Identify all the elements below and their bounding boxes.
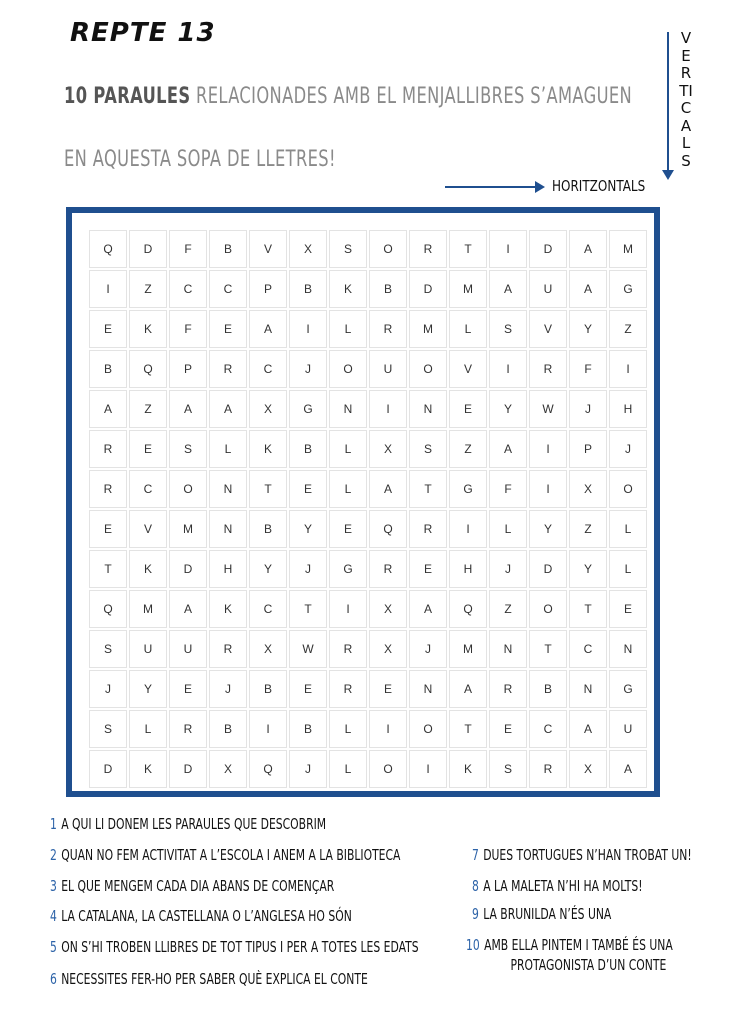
clue-number: 6	[50, 970, 57, 988]
grid-cell[interactable]: F	[169, 310, 207, 348]
clue-10	[466, 935, 682, 975]
grid-cell[interactable]: E	[289, 670, 327, 708]
grid-cell[interactable]: X	[369, 630, 407, 668]
grid-cell[interactable]: E	[369, 670, 407, 708]
grid-cell[interactable]: U	[169, 630, 207, 668]
grid-cell[interactable]: D	[409, 270, 447, 308]
grid-cell[interactable]: Q	[369, 510, 407, 548]
grid-cell[interactable]: H	[209, 550, 247, 588]
grid-cell[interactable]: C	[129, 470, 167, 508]
clue-text: EL QUE MENGEM CADA DIA ABANS DE COMENÇAR	[61, 877, 335, 895]
grid-cell[interactable]: R	[89, 470, 127, 508]
grid-cell[interactable]: C	[249, 590, 287, 628]
grid-cell[interactable]: D	[529, 230, 567, 268]
grid-cell[interactable]: O	[329, 350, 367, 388]
grid-cell[interactable]: T	[449, 710, 487, 748]
grid-cell[interactable]: D	[169, 550, 207, 588]
grid-cell[interactable]: P	[249, 270, 287, 308]
grid-cell[interactable]: I	[489, 230, 527, 268]
grid-cell[interactable]: B	[249, 670, 287, 708]
grid-cell[interactable]: I	[369, 390, 407, 428]
grid-cell[interactable]: L	[609, 510, 647, 548]
grid-cell[interactable]: T	[289, 590, 327, 628]
grid-cell[interactable]: R	[409, 230, 447, 268]
clue-7	[472, 846, 692, 864]
grid-cell[interactable]: Z	[569, 510, 607, 548]
grid-cell[interactable]: Z	[489, 590, 527, 628]
clue-text: ON S’HI TROBEN LLIBRES DE TOT TIPUS I PER A TOTES LES EDATS	[61, 938, 419, 956]
grid-cell[interactable]: I	[369, 710, 407, 748]
word-search-grid	[89, 230, 647, 788]
grid-cell[interactable]: B	[89, 350, 127, 388]
grid-cell[interactable]: I	[489, 350, 527, 388]
grid-cell[interactable]: D	[169, 750, 207, 788]
grid-cell[interactable]: L	[609, 550, 647, 588]
grid-cell[interactable]: R	[329, 670, 367, 708]
grid-cell[interactable]: Y	[249, 550, 287, 588]
grid-cell[interactable]: Z	[129, 390, 167, 428]
grid-cell[interactable]: U	[609, 710, 647, 748]
grid-cell[interactable]: T	[529, 630, 567, 668]
grid-cell[interactable]: S	[489, 750, 527, 788]
grid-cell[interactable]: L	[329, 310, 367, 348]
grid-cell[interactable]: R	[529, 350, 567, 388]
grid-cell[interactable]: R	[529, 750, 567, 788]
grid-cell[interactable]: F	[569, 350, 607, 388]
grid-cell[interactable]: B	[209, 230, 247, 268]
grid-cell[interactable]: N	[329, 390, 367, 428]
grid-cell[interactable]: D	[529, 550, 567, 588]
clue-6	[50, 970, 368, 988]
clue-2	[50, 846, 400, 864]
grid-cell[interactable]: K	[129, 750, 167, 788]
grid-cell[interactable]: L	[329, 750, 367, 788]
grid-cell[interactable]: N	[409, 670, 447, 708]
grid-cell[interactable]: A	[169, 590, 207, 628]
grid-cell[interactable]: B	[369, 270, 407, 308]
grid-cell[interactable]: G	[609, 270, 647, 308]
grid-cell[interactable]: I	[529, 470, 567, 508]
grid-cell[interactable]: N	[209, 470, 247, 508]
grid-cell[interactable]: I	[249, 710, 287, 748]
grid-cell[interactable]: I	[289, 310, 327, 348]
grid-cell[interactable]: Y	[529, 510, 567, 548]
grid-cell[interactable]: K	[209, 590, 247, 628]
grid-cell[interactable]: T	[449, 230, 487, 268]
clue-number: 1	[50, 815, 57, 833]
word-search-frame	[66, 207, 660, 797]
grid-cell[interactable]: G	[329, 550, 367, 588]
grid-cell[interactable]: O	[609, 470, 647, 508]
grid-cell[interactable]: G	[289, 390, 327, 428]
grid-cell[interactable]: A	[489, 270, 527, 308]
grid-cell[interactable]: S	[89, 710, 127, 748]
grid-cell[interactable]: E	[129, 430, 167, 468]
grid-cell[interactable]: A	[449, 670, 487, 708]
grid-cell[interactable]: U	[369, 350, 407, 388]
grid-cell[interactable]: H	[609, 390, 647, 428]
grid-cell[interactable]: S	[409, 430, 447, 468]
intro-rest: RELACIONADES AMB EL MENJALLIBRES S’AMAGUEN	[190, 84, 633, 109]
grid-cell[interactable]: P	[169, 350, 207, 388]
horizontal-arrow	[445, 186, 537, 188]
grid-cell[interactable]: W	[529, 390, 567, 428]
grid-cell[interactable]: X	[369, 430, 407, 468]
grid-cell[interactable]: K	[129, 550, 167, 588]
grid-cell[interactable]: X	[289, 230, 327, 268]
grid-cell[interactable]: L	[329, 470, 367, 508]
grid-cell[interactable]: J	[409, 630, 447, 668]
grid-cell[interactable]: Q	[89, 230, 127, 268]
grid-cell[interactable]: K	[449, 750, 487, 788]
grid-cell[interactable]: I	[529, 430, 567, 468]
intro-line-2: EN AQUESTA SOPA DE LLETRES!	[64, 147, 336, 172]
grid-cell[interactable]: X	[569, 470, 607, 508]
grid-cell[interactable]: B	[249, 510, 287, 548]
grid-cell[interactable]: H	[449, 550, 487, 588]
page-title: REPTE 13	[70, 18, 216, 48]
clue-number: 7	[472, 846, 479, 864]
grid-cell[interactable]: V	[449, 350, 487, 388]
grid-cell[interactable]: T	[89, 550, 127, 588]
grid-cell[interactable]: Z	[449, 430, 487, 468]
grid-cell[interactable]: A	[169, 390, 207, 428]
grid-cell[interactable]: Z	[609, 310, 647, 348]
grid-cell[interactable]: C	[569, 630, 607, 668]
grid-cell[interactable]: L	[329, 430, 367, 468]
clue-text: AMB ELLA PINTEM I TAMBÉ ÉS UNA	[484, 936, 673, 954]
clue-4	[50, 907, 352, 925]
grid-cell[interactable]: M	[409, 310, 447, 348]
vertical-arrow-head	[662, 170, 674, 180]
grid-cell[interactable]: E	[209, 310, 247, 348]
grid-cell[interactable]: B	[289, 710, 327, 748]
clue-text: NECESSITES FER-HO PER SABER QUÈ EXPLICA EL CONTE	[61, 970, 368, 988]
grid-cell[interactable]: Y	[289, 510, 327, 548]
grid-cell[interactable]: L	[329, 710, 367, 748]
grid-cell[interactable]: I	[409, 750, 447, 788]
grid-cell[interactable]: I	[329, 590, 367, 628]
grid-cell[interactable]: C	[209, 270, 247, 308]
grid-cell[interactable]: J	[89, 670, 127, 708]
grid-cell[interactable]: V	[249, 230, 287, 268]
grid-cell[interactable]: A	[409, 590, 447, 628]
grid-cell[interactable]: G	[609, 670, 647, 708]
grid-cell[interactable]: R	[369, 550, 407, 588]
grid-cell[interactable]: X	[369, 590, 407, 628]
grid-cell[interactable]: A	[569, 230, 607, 268]
vertical-label: VERTICALS	[679, 29, 693, 170]
grid-cell[interactable]: V	[129, 510, 167, 548]
grid-cell[interactable]: R	[89, 430, 127, 468]
clue-text: DUES TORTUGUES N’HAN TROBAT UN!	[483, 846, 692, 864]
grid-cell[interactable]: B	[289, 430, 327, 468]
clue-text: LA CATALANA, LA CASTELLANA O L’ANGLESA HO SÓN	[61, 907, 352, 925]
clue-number: 3	[50, 877, 57, 895]
grid-cell[interactable]: J	[609, 430, 647, 468]
grid-cell[interactable]: U	[529, 270, 567, 308]
grid-cell[interactable]: Y	[489, 390, 527, 428]
grid-cell[interactable]: Y	[569, 310, 607, 348]
clue-8	[472, 877, 643, 895]
grid-cell[interactable]: A	[89, 390, 127, 428]
grid-cell[interactable]: F	[169, 230, 207, 268]
grid-cell[interactable]: O	[409, 710, 447, 748]
clue-text: A LA MALETA N’HI HA MOLTS!	[483, 877, 643, 895]
grid-cell[interactable]: A	[609, 750, 647, 788]
grid-cell[interactable]: D	[129, 230, 167, 268]
grid-cell[interactable]: O	[169, 470, 207, 508]
grid-cell[interactable]: I	[449, 510, 487, 548]
grid-cell[interactable]: Y	[129, 670, 167, 708]
grid-cell[interactable]: A	[489, 430, 527, 468]
grid-cell[interactable]: K	[129, 310, 167, 348]
grid-cell[interactable]: N	[489, 630, 527, 668]
horizontal-label: HORITZONTALS	[552, 177, 646, 195]
vertical-arrow	[667, 32, 669, 174]
grid-cell[interactable]: T	[249, 470, 287, 508]
grid-cell[interactable]: J	[289, 350, 327, 388]
clue-5	[50, 938, 419, 956]
grid-cell[interactable]: X	[209, 750, 247, 788]
grid-cell[interactable]: K	[249, 430, 287, 468]
grid-cell[interactable]: T	[409, 470, 447, 508]
grid-cell[interactable]: I	[609, 350, 647, 388]
grid-cell[interactable]: Y	[569, 550, 607, 588]
grid-cell[interactable]: A	[369, 470, 407, 508]
clue-text: QUAN NO FEM ACTIVITAT A L’ESCOLA I ANEM A LA BIBLIOTECA	[61, 846, 401, 864]
clue-3	[50, 877, 334, 895]
grid-cell[interactable]: M	[129, 590, 167, 628]
grid-cell[interactable]: I	[89, 270, 127, 308]
grid-cell[interactable]: R	[369, 310, 407, 348]
grid-cell[interactable]: M	[449, 270, 487, 308]
grid-cell[interactable]: E	[409, 550, 447, 588]
grid-cell[interactable]: A	[209, 390, 247, 428]
grid-cell[interactable]: M	[169, 510, 207, 548]
grid-cell[interactable]: E	[89, 510, 127, 548]
grid-cell[interactable]: J	[489, 550, 527, 588]
grid-cell[interactable]: L	[209, 430, 247, 468]
grid-cell[interactable]: M	[449, 630, 487, 668]
grid-cell[interactable]: B	[289, 270, 327, 308]
grid-cell[interactable]: X	[249, 630, 287, 668]
clue-number: 2	[50, 846, 57, 864]
clue-text: A QUI LI DONEM LES PARAULES QUE DESCOBRIM	[61, 815, 327, 833]
grid-cell[interactable]: X	[249, 390, 287, 428]
grid-cell[interactable]: O	[529, 590, 567, 628]
grid-cell[interactable]: O	[369, 750, 407, 788]
grid-cell[interactable]: R	[329, 630, 367, 668]
clue-9	[472, 905, 611, 923]
grid-cell[interactable]: L	[449, 310, 487, 348]
clue-text-continued: PROTAGONISTA D’UN CONTE	[510, 956, 667, 974]
grid-cell[interactable]: G	[449, 470, 487, 508]
grid-cell[interactable]: C	[529, 710, 567, 748]
grid-cell[interactable]: E	[169, 670, 207, 708]
grid-cell[interactable]: N	[409, 390, 447, 428]
grid-cell[interactable]: A	[249, 310, 287, 348]
grid-cell[interactable]: O	[369, 230, 407, 268]
grid-cell[interactable]: U	[129, 630, 167, 668]
grid-cell[interactable]: Z	[129, 270, 167, 308]
grid-cell[interactable]: E	[489, 710, 527, 748]
grid-cell[interactable]: B	[209, 710, 247, 748]
grid-cell[interactable]: A	[569, 270, 607, 308]
grid-cell[interactable]: Q	[449, 590, 487, 628]
grid-cell[interactable]: S	[329, 230, 367, 268]
grid-cell[interactable]: Q	[129, 350, 167, 388]
grid-cell[interactable]: A	[569, 710, 607, 748]
grid-cell[interactable]: B	[529, 670, 567, 708]
grid-cell[interactable]: W	[289, 630, 327, 668]
grid-cell[interactable]: Q	[89, 590, 127, 628]
intro-strong: 10 PARAULES	[64, 84, 191, 109]
clue-1	[50, 815, 326, 833]
grid-cell[interactable]: T	[569, 590, 607, 628]
grid-cell[interactable]: F	[489, 470, 527, 508]
grid-cell[interactable]: V	[529, 310, 567, 348]
intro-line-1	[64, 84, 633, 109]
grid-cell[interactable]: N	[209, 510, 247, 548]
grid-cell[interactable]: J	[569, 390, 607, 428]
grid-cell[interactable]: R	[209, 630, 247, 668]
grid-cell[interactable]: S	[489, 310, 527, 348]
grid-cell[interactable]: E	[329, 510, 367, 548]
grid-cell[interactable]: E	[89, 310, 127, 348]
grid-cell[interactable]: N	[609, 630, 647, 668]
grid-cell[interactable]: P	[569, 430, 607, 468]
grid-cell[interactable]: X	[569, 750, 607, 788]
clue-text: LA BRUNILDA N’ÉS UNA	[483, 905, 612, 923]
grid-cell[interactable]: N	[569, 670, 607, 708]
horizontal-arrow-head	[535, 181, 545, 193]
clue-number: 4	[50, 907, 57, 925]
grid-cell[interactable]: C	[169, 270, 207, 308]
grid-cell[interactable]: S	[89, 630, 127, 668]
grid-cell[interactable]: D	[89, 750, 127, 788]
grid-cell[interactable]: L	[129, 710, 167, 748]
grid-cell[interactable]: S	[169, 430, 207, 468]
grid-cell[interactable]: O	[409, 350, 447, 388]
grid-cell[interactable]: E	[449, 390, 487, 428]
grid-cell[interactable]: E	[609, 590, 647, 628]
grid-cell[interactable]: R	[489, 670, 527, 708]
grid-cell[interactable]: R	[209, 350, 247, 388]
grid-cell[interactable]: Q	[249, 750, 287, 788]
clue-number: 8	[472, 877, 479, 895]
grid-cell[interactable]: R	[409, 510, 447, 548]
clue-number: 5	[50, 938, 57, 956]
clue-number: 10	[466, 936, 480, 954]
grid-cell[interactable]: J	[289, 750, 327, 788]
grid-cell[interactable]: E	[289, 470, 327, 508]
clue-number: 9	[472, 905, 479, 923]
grid-cell[interactable]: K	[329, 270, 367, 308]
grid-cell[interactable]: L	[489, 510, 527, 548]
grid-cell[interactable]: R	[169, 710, 207, 748]
grid-cell[interactable]: M	[609, 230, 647, 268]
grid-cell[interactable]: C	[249, 350, 287, 388]
grid-cell[interactable]: J	[209, 670, 247, 708]
grid-cell[interactable]: J	[289, 550, 327, 588]
